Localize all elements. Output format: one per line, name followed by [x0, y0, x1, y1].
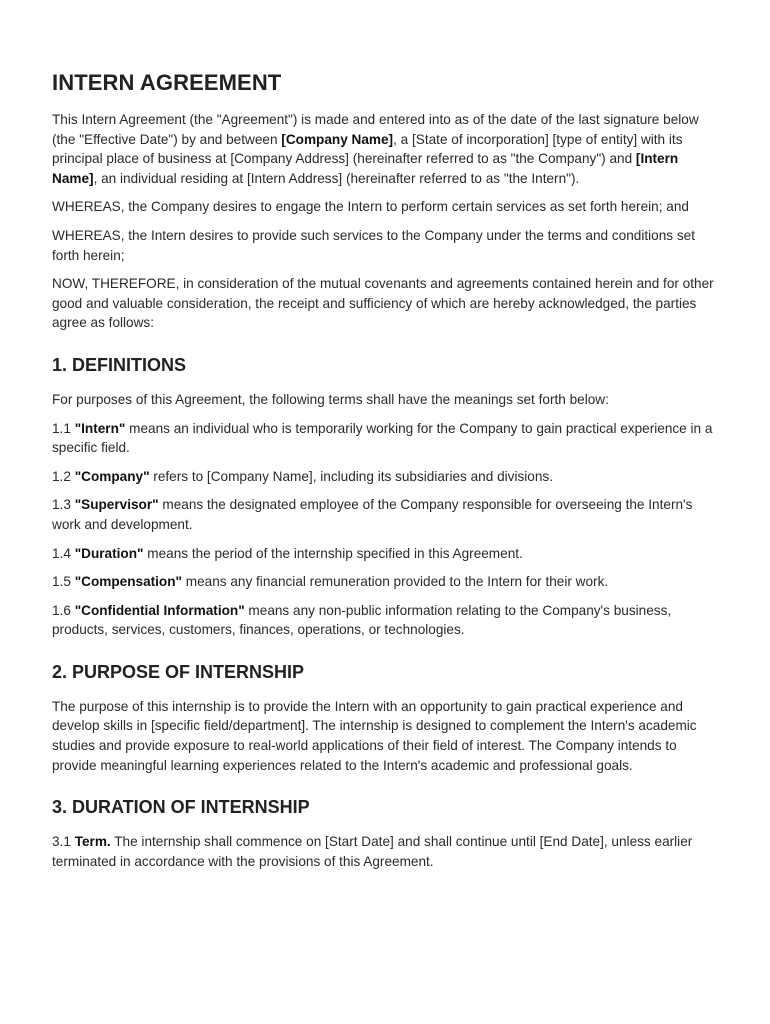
definition-text: refers to [Company Name], including its subsidiaries and divisions.	[149, 468, 553, 484]
definition-item	[52, 544, 722, 564]
clause-term: Term.	[74, 834, 111, 850]
clause-text: The internship shall commence on [Start Date] and shall continue until [End Date], unless earlier terminated in accordance with the provisions of this Agreement.	[52, 834, 693, 869]
definition-term: "Duration"	[74, 545, 144, 561]
definition-number: 1.1	[52, 420, 75, 436]
definition-term: "Compensation"	[74, 574, 182, 590]
definition-item	[52, 419, 722, 458]
definition-text: means the period of the internship specified in this Agreement.	[143, 545, 523, 561]
definition-text: means any non-public information relating to the Company's business, products, services, customers, finances, operations, or technologies.	[52, 602, 672, 638]
clause-number: 3.1	[52, 834, 75, 850]
definition-term: "Supervisor"	[74, 497, 159, 513]
definition-text: means the designated employee of the Company responsible for overseeing the Intern's work and development.	[52, 497, 693, 532]
whereas-clause-2: WHEREAS, the Intern desires to provide such services to the Company under the terms and conditions set forth herein;	[52, 227, 695, 263]
definition-number: 1.2	[52, 468, 75, 484]
purpose-paragraph: The purpose of this internship is to provide the Intern with an opportunity to gain practical experience and develop skills in [specific field/department]. The internship is designed to complement the Intern's academic studies and provide exposure to real-world applications of their field of interest. The Company intends to provide meaningful learning experiences related to the Intern's academic and professional goals.	[52, 698, 697, 773]
section-heading-purpose: 2. PURPOSE OF INTERNSHIP	[52, 661, 305, 682]
definition-item	[52, 601, 722, 640]
definition-number: 1.3	[52, 497, 75, 513]
preamble-text-b: , a [State of incorporation] [type of entity] with its principal place of business at [Company Address] (hereinafter referred to as "the Company") and	[52, 131, 683, 167]
definition-term: "Intern"	[74, 420, 126, 436]
company-name-placeholder: [Company Name]	[281, 131, 394, 147]
definition-term: "Confidential Information"	[74, 602, 245, 618]
section-heading-definitions: 1. DEFINITIONS	[52, 354, 187, 375]
definition-number: 1.5	[52, 574, 75, 590]
definition-number: 1.6	[52, 602, 75, 618]
intern-name-placeholder: [Intern Name]	[52, 151, 679, 186]
definition-item	[52, 467, 722, 487]
definitions-intro: For purposes of this Agreement, the following terms shall have the meanings set forth below:	[52, 391, 609, 407]
preamble-paragraph	[52, 110, 722, 188]
definition-text: means any financial remuneration provided to the Intern for their work.	[181, 574, 609, 590]
definition-item	[52, 495, 722, 534]
duration-term-item	[52, 832, 722, 871]
definition-item	[52, 572, 722, 592]
section-heading-duration: 3. DURATION OF INTERNSHIP	[52, 797, 310, 818]
document-title: INTERN AGREEMENT	[52, 70, 282, 95]
definition-number: 1.4	[52, 545, 75, 561]
whereas-clause-1: WHEREAS, the Company desires to engage the Intern to perform certain services as set forth herein; and	[52, 199, 689, 215]
preamble-text-a: This Intern Agreement (the "Agreement") is made and entered into as of the date of the last signature below (the "Effective Date") by and between	[52, 112, 699, 147]
definition-text: means an individual who is temporarily working for the Company to gain practical experience in a specific field.	[52, 420, 713, 456]
preamble-text-c: , an individual residing at [Intern Address] (hereinafter referred to as "the Intern").	[93, 170, 580, 186]
definition-term: "Company"	[74, 468, 150, 484]
now-therefore-clause: NOW, THEREFORE, in consideration of the mutual covenants and agreements contained herein and for other good and valuable consideration, the receipt and sufficiency of which are hereby acknowledged, the parties agree as follows:	[52, 276, 714, 331]
document-content	[52, 70, 722, 880]
